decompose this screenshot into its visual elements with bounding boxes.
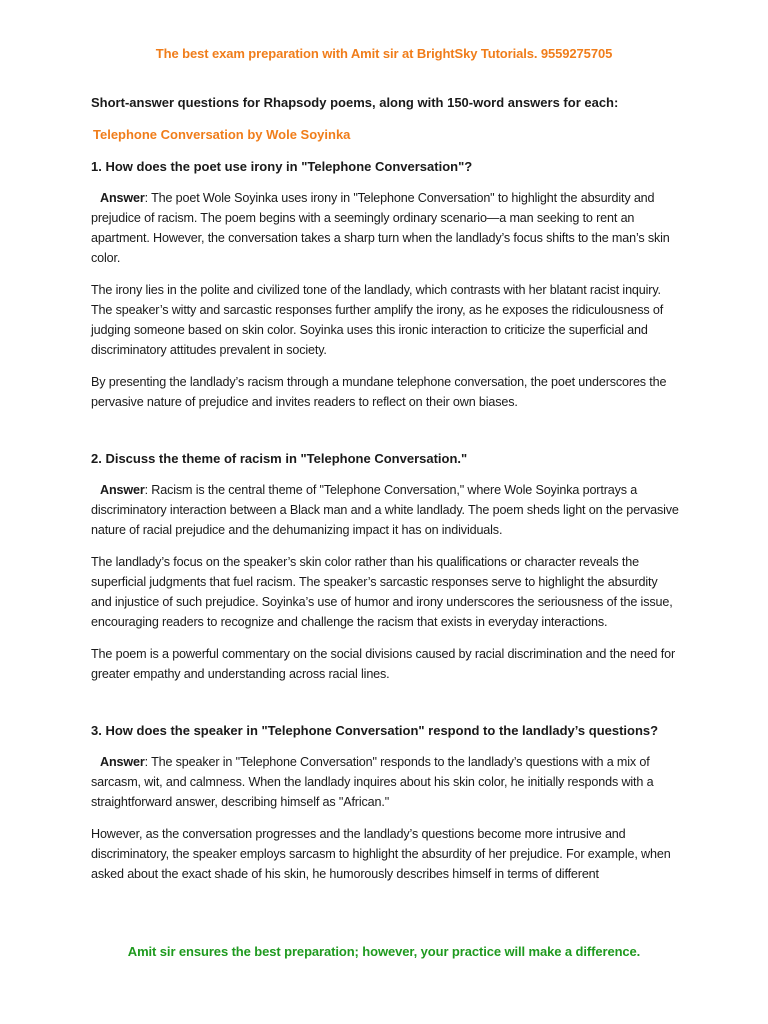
section-spacer xyxy=(91,424,681,449)
footer-banner: Amit sir ensures the best preparation; however, your practice will make a difference. xyxy=(127,944,641,959)
intro-heading: Short-answer questions for Rhapsody poems, along with 150-word answers for each: xyxy=(91,95,619,110)
body-paragraph: The poem is a powerful commentary on the social divisions caused by racial discrimination and the need for greater empathy and understanding across racial lines. xyxy=(91,647,676,681)
body-paragraph: The landlady’s focus on the speaker’s skin color rather than his qualifications or character reveals the superficial judgments that fuel racism. The speaker’s sarcastic responses serve to highlight the absurdity and injustice of such prejudice. Soyinka’s use of humor and irony underscores the seriousness of the issue, encouraging readers to recognize and challenge the racism that exists in everyday interactions. xyxy=(91,555,673,629)
question-section-3 xyxy=(91,721,681,884)
body-paragraph: By presenting the landlady’s racism through a mundane telephone conversation, the poet underscores the pervasive nature of prejudice and invites readers to reflect on their own biases. xyxy=(91,375,667,409)
question-heading: 2. Discuss the theme of racism in "Telephone Conversation." xyxy=(91,451,468,466)
question-section-2 xyxy=(91,449,681,684)
answer-label: Answer xyxy=(100,755,145,769)
answer-paragraph xyxy=(91,752,681,812)
document-body xyxy=(91,93,681,896)
header-banner: The best exam preparation with Amit sir at BrightSky Tutorials. 9559275705 xyxy=(155,46,613,61)
question-heading: 1. How does the poet use irony in "Telephone Conversation"? xyxy=(91,159,473,174)
answer-paragraph xyxy=(91,480,681,540)
question-heading: 3. How does the speaker in "Telephone Conversation" respond to the landlady’s questions? xyxy=(91,723,659,738)
answer-label: Answer xyxy=(100,483,145,497)
answer-text: : The speaker in "Telephone Conversation" responds to the landlady’s questions with a mix of sarcasm, wit, and calmness. When the landlady inquires about his skin color, he initially responds with a straightforward answer, describing himself as "African." xyxy=(91,755,654,809)
answer-paragraph xyxy=(91,188,681,268)
answer-text: : Racism is the central theme of "Telephone Conversation," where Wole Soyinka portrays a discriminatory interaction between a Black man and a white landlady. The poem sheds light on the pervasive nature of racial prejudice and the dehumanizing impact it has on individuals. xyxy=(91,483,679,537)
answer-text: : The poet Wole Soyinka uses irony in "Telephone Conversation" to highlight the absurdity and prejudice of racism. The poem begins with a seemingly ordinary scenario—a man seeking to rent an apartment. However, the conversation takes a sharp turn when the landlady’s focus shifts to the man’s skin color. xyxy=(91,191,670,265)
body-paragraph: However, as the conversation progresses and the landlady’s questions become more intrusive and discriminatory, the speaker employs sarcasm to highlight the absurdity of her prejudice. For example, when asked about the exact shade of his skin, he humorously describes himself in terms of different xyxy=(91,827,671,881)
poem-title: Telephone Conversation by Wole Soyinka xyxy=(93,127,351,142)
body-paragraph: The irony lies in the polite and civilized tone of the landlady, which contrasts with her blatant racist inquiry. The speaker’s witty and sarcastic responses further amplify the irony, as he exposes the ridiculousness of judging someone based on skin color. Soyinka uses this ironic interaction to criticize the superficial and discriminatory attitudes prevalent in society. xyxy=(91,283,664,357)
question-section-1 xyxy=(91,157,681,412)
section-spacer xyxy=(91,696,681,721)
answer-label: Answer xyxy=(100,191,145,205)
